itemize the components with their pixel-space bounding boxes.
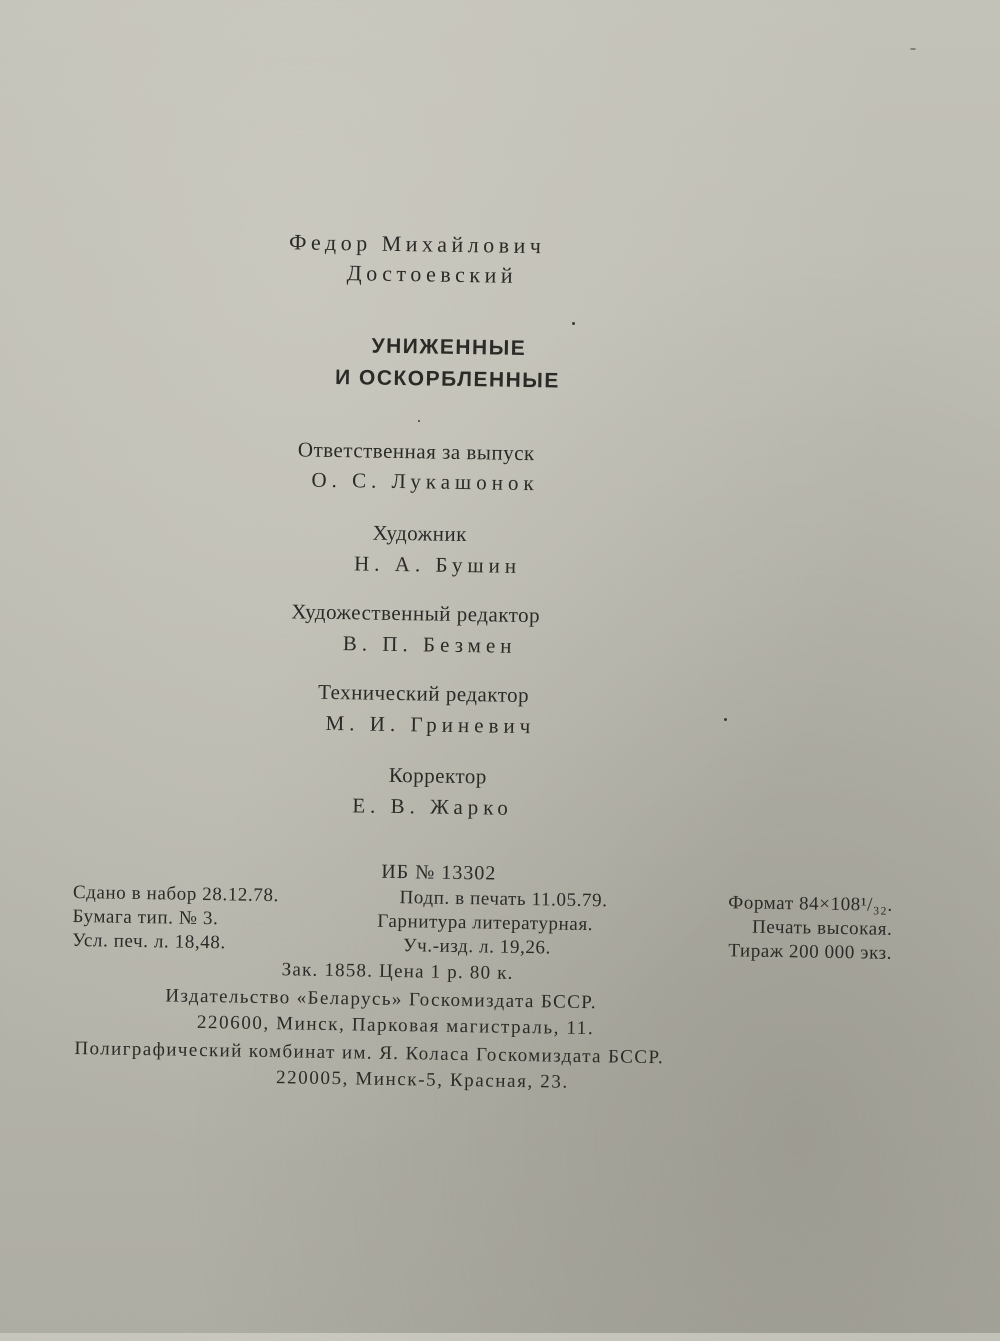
credit-role-artist: Художник [372, 520, 468, 547]
credit-name-art-editor: В. П. Безмен [342, 631, 517, 658]
credit-role-proofreader: Корректор [388, 762, 488, 789]
printer-name: Полиграфический комбинат им. Я. Коласа Госкомиздата БССР. [74, 1037, 665, 1069]
publisher-name: Издательство «Беларусь» Госкомиздата БССР. [165, 985, 598, 1014]
author-first-name: Федор Михайлович [288, 229, 546, 259]
imprint-publisher-sheets: Уч.-изд. л. 19,26. [402, 935, 552, 959]
ib-number: ИБ № 13302 [381, 860, 497, 885]
publisher-address: 220600, Минск, Парковая магистраль, 11. [196, 1011, 595, 1040]
imprint-paper: Бумага тип. № 3. [72, 905, 219, 930]
printer-address: 220005, Минск-5, Красная, 23. [275, 1067, 569, 1093]
paper-speck [572, 322, 575, 325]
imprint-print-sheets: Усл. печ. л. 18,48. [72, 929, 226, 954]
imprint-format: Формат 84×108¹/₃₂. [728, 892, 893, 916]
imprint-set-date: Сдано в набор 28.12.78. [72, 881, 280, 907]
paper-speck [724, 718, 727, 721]
book-title-line1: УНИЖЕННЫЕ [371, 334, 527, 360]
imprint-circulation: Тираж 200 000 экз. [728, 940, 893, 964]
author-last-name: Достоевский [346, 260, 518, 288]
book-title-line2: И ОСКОРБЛЕННЫЕ [334, 365, 560, 393]
credit-name-tech-editor: М. И. Гриневич [325, 710, 536, 739]
credit-role-art-editor: Художественный редактор [291, 599, 541, 628]
credit-name-proofreader: Е. В. Жарко [352, 793, 514, 820]
paper-speck [418, 420, 420, 422]
paper-speck [910, 48, 916, 50]
credit-role-tech-editor: Технический редактор [317, 679, 530, 708]
imprint-typeface: Гарнитура литературная. [377, 910, 594, 936]
credit-name-artist: Н. А. Бушин [353, 551, 522, 578]
credit-role-release: Ответственная за выпуск [297, 437, 535, 466]
imprint-order-price: Зак. 1858. Цена 1 р. 80 к. [281, 959, 514, 984]
credit-name-release: О. С. Лукашонок [311, 467, 539, 496]
imprint-sign-date: Подп. в печать 11.05.79. [399, 887, 608, 912]
imprint-printing: Печать высокая. [751, 916, 893, 940]
